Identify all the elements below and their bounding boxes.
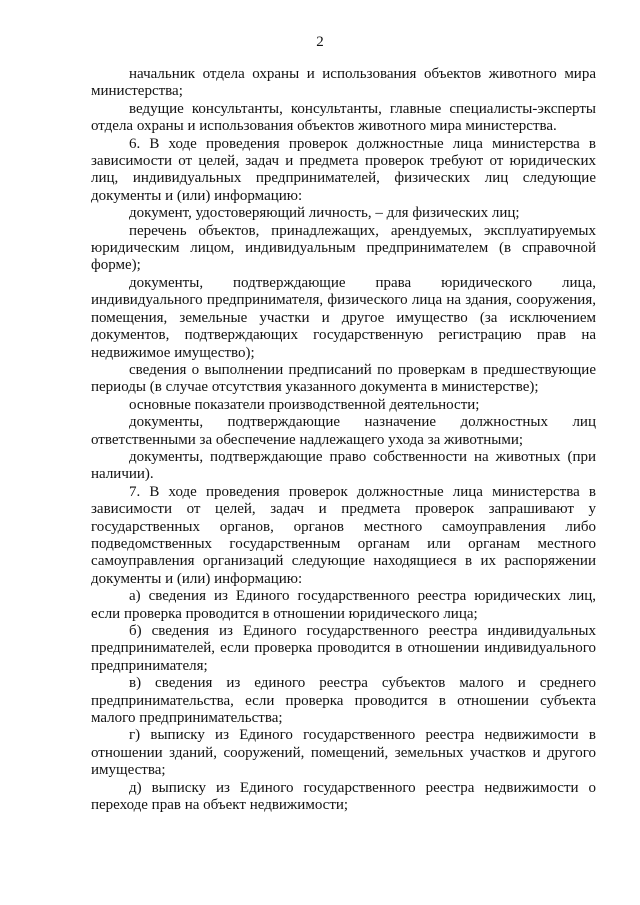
page-number: 2 xyxy=(316,34,324,50)
paragraph-responsible-persons: документы, подтверждающие назначение должностных лиц ответственными за обеспечение надлежащего ухода за животными; xyxy=(91,414,596,448)
paragraph-consultants: ведущие консультанты, консультанты, главные специалисты-эксперты отдела охраны и использования объектов животного мира министерства. xyxy=(91,100,596,135)
paragraph-animal-ownership: документы, подтверждающие право собственности на животных (при наличии). xyxy=(91,448,596,483)
paragraph-item-6: 6. В ходе проведения проверок должностные лица министерства в зависимости от целей, задач и предмета проверок требуют от юридических лиц, индивидуальных предпринимателей, физических лиц следующие документы и (или) информацию: xyxy=(91,135,596,204)
paragraph-objects-list: перечень объектов, принадлежащих, арендуемых, эксплуатируемых юридическим лицом, индивидуальным предпринимателем (в справочной форме); xyxy=(91,222,596,274)
paragraph-subitem-a: а) сведения из Единого государственного реестра юридических лиц, если проверка проводится в отношении юридического лица; xyxy=(91,588,596,622)
paragraph-property-rights-documents: документы, подтверждающие права юридического лица, индивидуального предпринимателя, физического лица на здания, сооружения, помещения, земельные участки и другое имущество (за исключением документов, подтверждающих государственную регистрацию прав на недвижимое имущество); xyxy=(91,274,596,361)
paragraph-head-of-department: начальник отдела охраны и использования объектов животного мира министерства; xyxy=(91,66,596,100)
paragraph-identity-document: документ, удостоверяющий личность, – для физических лиц; xyxy=(129,205,520,222)
paragraph-subitem-g: г) выписку из Единого государственного реестра недвижимости в отношении зданий, сооружений, помещений, земельных участков и другого имущества; xyxy=(91,727,596,779)
paragraph-prescriptions-info: сведения о выполнении предписаний по проверкам в предшествующие периоды (в случае отсутствия указанного документа в министерстве); xyxy=(91,361,596,396)
paragraph-subitem-b: б) сведения из Единого государственного реестра индивидуальных предпринимателей, если проверка проводится в отношении индивидуального предпринимателя; xyxy=(91,623,596,674)
paragraph-item-7: 7. В ходе проведения проверок должностные лица министерства в зависимости от целей, задач и предмета проверок запрашивают у государственных органов, органов местного самоуправления либо подведомственных государственным органам или органам местного самоуправления организаций следующие находящиеся в их распоряжении документы и (или) информацию: xyxy=(91,483,596,587)
paragraph-production-indicators: основные показатели производственной деятельности; xyxy=(129,396,480,413)
paragraph-subitem-v: в) сведения из единого реестра субъектов малого и среднего предпринимательства, если проверка проводится в отношении субъекта малого предпринимательства; xyxy=(91,675,596,727)
paragraph-subitem-d: д) выписку из Единого государственного реестра недвижимости о переходе прав на объект недвижимости; xyxy=(91,779,596,814)
document-body xyxy=(91,66,596,814)
